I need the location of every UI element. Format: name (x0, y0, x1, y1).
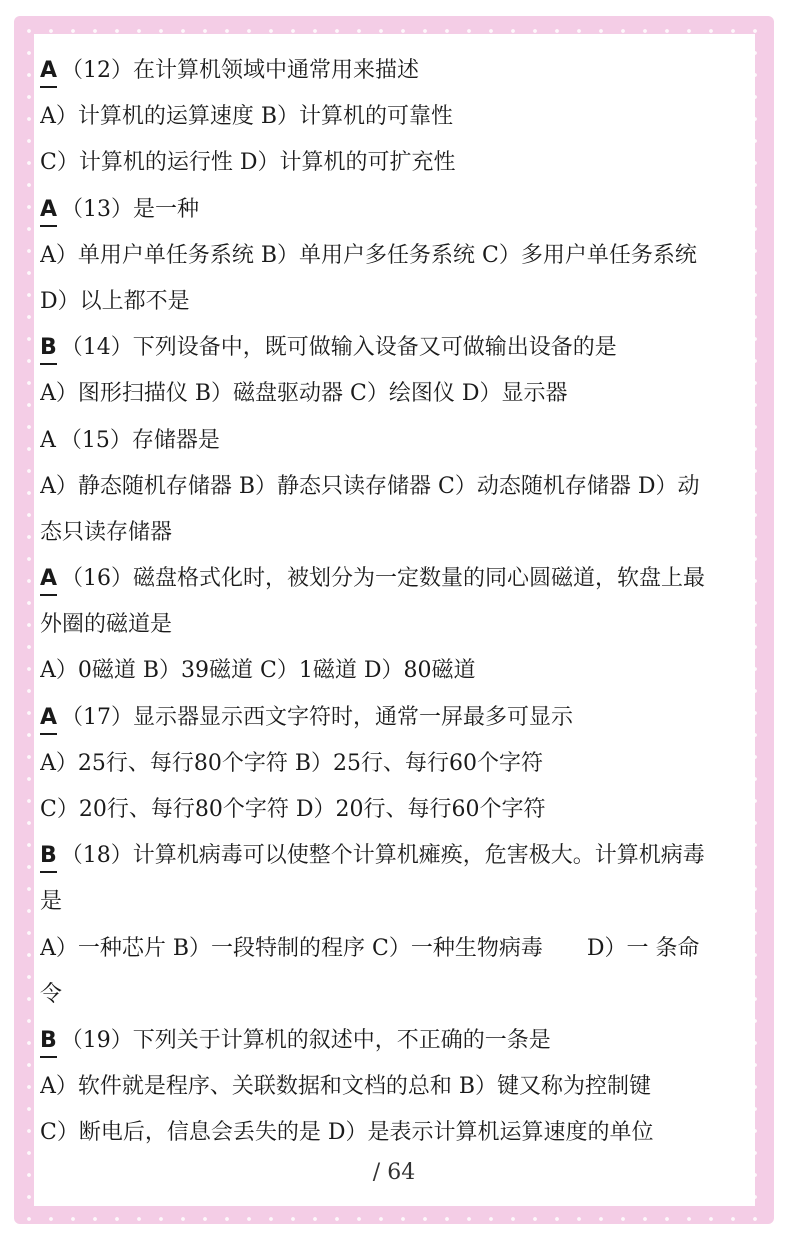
line-text: A）0磁道 B）39磁道 C）1磁道 D）80磁道 (40, 658, 476, 684)
option-line (40, 972, 740, 1018)
answer-mark: B (40, 833, 57, 879)
line-text: A）软件就是程序、关联数据和文档的总和 B）键又称为控制键 (40, 1074, 652, 1100)
line-text: （12）在计算机领域中通常用来描述 (61, 58, 420, 83)
option-line (40, 787, 740, 833)
option-line (40, 741, 740, 787)
question-line (40, 187, 740, 233)
line-text: A）静态随机存储器 B）静态只读存储器 C）动态随机存储器 D）动 (40, 473, 700, 499)
line-text: C）计算机的运行性 D）计算机的可扩充性 (40, 150, 456, 176)
line-text: （15）存储器是 (59, 427, 220, 453)
option-line (40, 140, 740, 186)
option-line (40, 510, 740, 556)
line-text: A）计算机的运算速度 B）计算机的可靠性 (40, 104, 454, 130)
question-line (40, 833, 740, 879)
option-line (40, 279, 740, 325)
question-line (40, 418, 740, 464)
page-number: / 64 (372, 1160, 416, 1185)
answer-mark: B (40, 325, 57, 371)
answer-mark: A (40, 48, 57, 94)
line-text: 令 (40, 981, 63, 1007)
option-line (40, 879, 740, 925)
line-text: A）图形扫描仪 B）磁盘驱动器 C）绘图仪 D）显示器 (40, 381, 568, 407)
line-text: A）25行、每行80个字符 B）25行、每行60个字符 (40, 750, 544, 776)
line-text: （14）下列设备中，既可做输入设备又可做输出设备的是 (60, 335, 617, 361)
option-line (40, 371, 740, 417)
answer-mark: A (40, 695, 57, 741)
line-text: A）一种芯片 B）一段特制的程序 C）一种生物病毒 D）一 条命 (40, 935, 700, 961)
answer-mark: A (40, 427, 56, 453)
line-text: （16）磁盘格式化时，被划分为一定数量的同心圆磁道，软盘上最 (61, 566, 706, 592)
answer-mark: A (40, 187, 57, 233)
option-line (40, 464, 740, 510)
line-text: 态只读存储器 (40, 519, 173, 545)
option-line (40, 926, 740, 972)
option-line (40, 94, 740, 140)
line-text: （13）是一种 (61, 196, 200, 222)
option-line (40, 1110, 740, 1156)
question-line (40, 1018, 740, 1064)
line-text: D）以上都不是 (40, 288, 190, 314)
question-line (40, 48, 740, 94)
line-text: 外圈的磁道是 (40, 612, 173, 638)
answer-mark: A (40, 556, 57, 602)
answer-mark: B (40, 1018, 57, 1064)
line-text: （17）显示器显示西文字符时，通常一屏最多可显示 (61, 704, 574, 730)
question-list (40, 48, 740, 1157)
question-line (40, 556, 740, 602)
option-line (40, 602, 740, 648)
line-text: 是 (40, 889, 63, 915)
option-line (40, 233, 740, 279)
line-text: C）断电后，信息会丢失的是 D）是表示计算机运算速度的单位 (40, 1120, 654, 1146)
option-line (40, 1064, 740, 1110)
line-text: C）20行、每行80个字符 D）20行、每行60个字符 (40, 797, 546, 822)
line-text: （18）计算机病毒可以使整个计算机瘫痪，危害极大。计算机病毒 (60, 843, 705, 869)
line-text: （19）下列关于计算机的叙述中，不正确的一条是 (60, 1027, 551, 1053)
question-line (40, 325, 740, 371)
question-line (40, 695, 740, 741)
line-text: A）单用户单任务系统 B）单用户多任务系统 C）多用户单任务系统 (40, 242, 697, 268)
option-line (40, 648, 740, 694)
